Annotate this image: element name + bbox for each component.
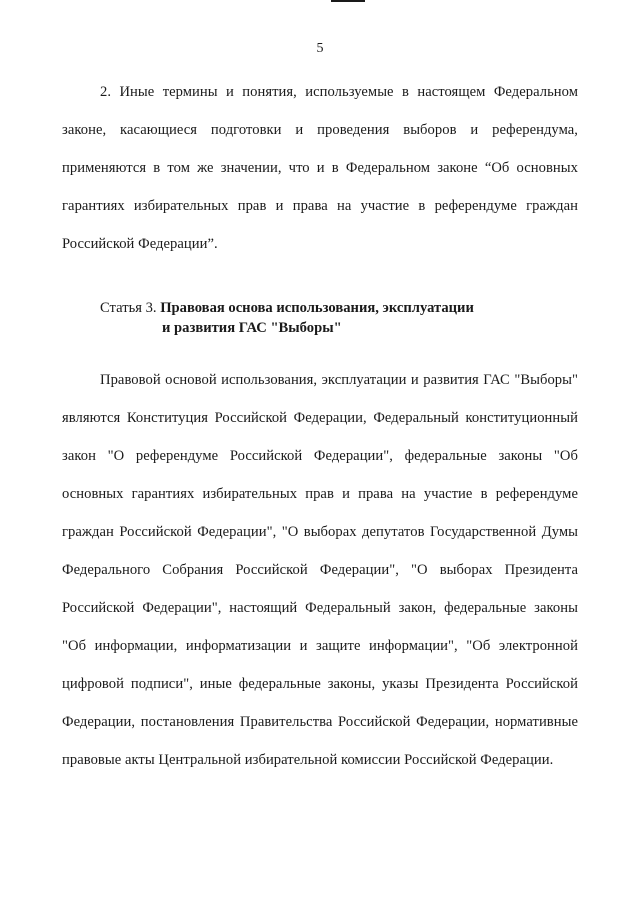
article-title-line-1: Правовая основа использования, эксплуатации <box>160 300 474 316</box>
article-title-line-2: и развития ГАС "Выборы" <box>162 320 342 336</box>
article-heading <box>100 298 580 338</box>
paragraph-legal-basis: Правовой основой использования, эксплуатации и развития ГАС "Выборы" являются Конституция Российской Федерации, Федеральный конституционный закон "О референдуме Российской Федерации", федеральные законы "Об основных гарантиях избирательных прав и права на участие в референдуме граждан Российской Федерации", "О выборах депутатов Государственной Думы Федерального Собрания Российской Федерации", "О выборах Президента Российской Федерации", настоящий Федеральный закон, федеральные законы "Об информации, информатизации и защите информации", "Об электронной цифровой подписи", иные федеральные законы, указы Президента Российской Федерации, постановления Правительства Российской Федерации, нормативные правовые акты Центральной избирательной комиссии Российской Федерации. <box>62 372 578 768</box>
page-number: 5 <box>316 41 324 56</box>
article-label: Статья 3. <box>100 300 157 316</box>
top-edge-mark <box>331 0 365 2</box>
paragraph-terms: 2. Иные термины и понятия, используемые в настоящем Федеральном законе, касающиеся подготовки и проведения выборов и референдума, применяются в том же значении, что и в Федеральном законе “Об основных гарантиях избирательных прав и права на участие в референдуме граждан Российской Федерации”. <box>62 84 578 252</box>
